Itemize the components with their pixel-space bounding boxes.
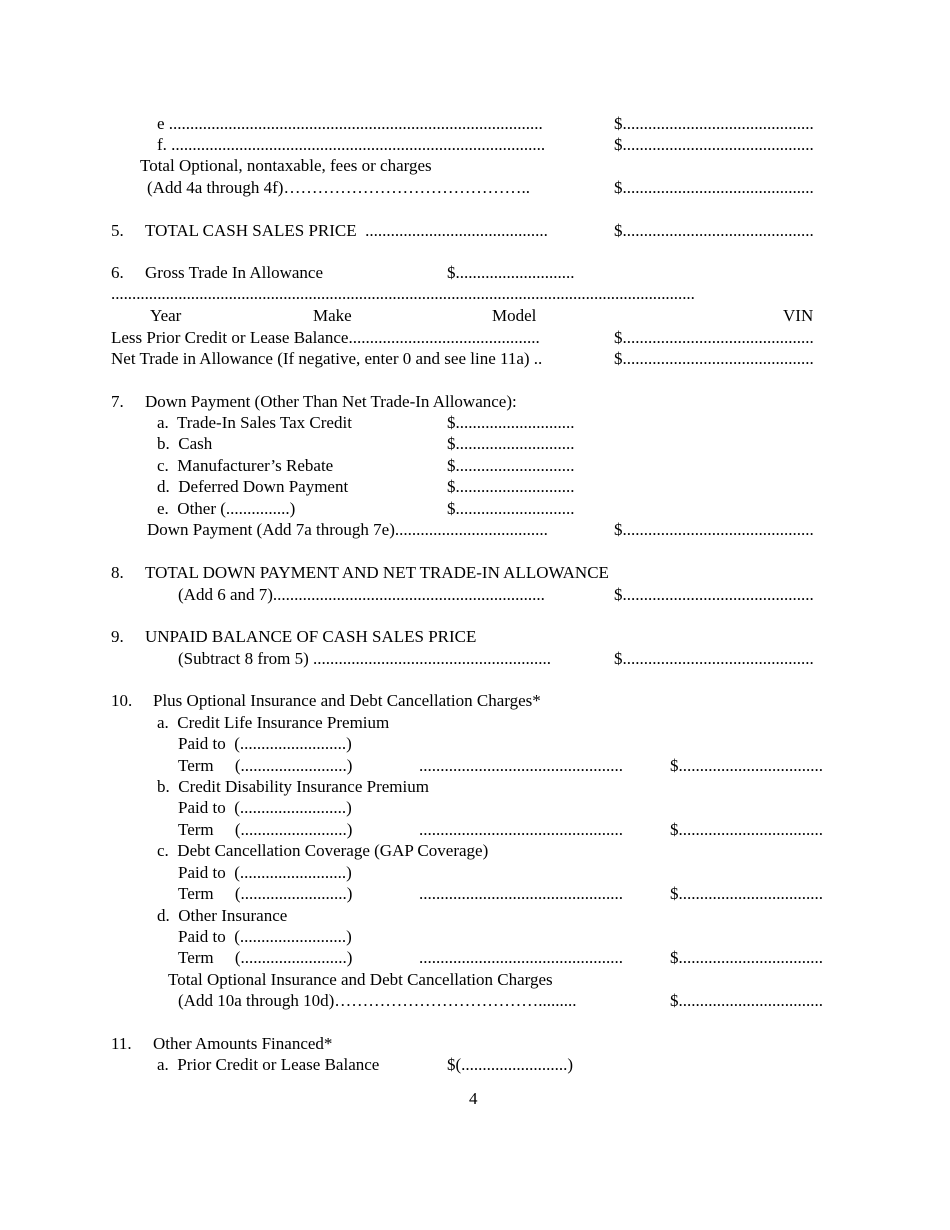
line-10-total-label: Total Optional Insurance and Debt Cancellation Charges: [168, 970, 553, 989]
line-7-number: 7.: [111, 392, 124, 411]
vehicle-year-header: Year: [150, 306, 182, 325]
line-6-net-amount-field[interactable]: $.............................................: [614, 349, 814, 368]
line-10-number: 10.: [111, 691, 133, 710]
line-10a-dots: ................................................: [419, 756, 623, 775]
line-11a-label: a. Prior Credit or Lease Balance: [157, 1055, 380, 1074]
line-9-amount-field[interactable]: $.............................................: [614, 649, 814, 668]
line-4e-amount-field[interactable]: $.............................................: [614, 114, 814, 133]
line-7d-amount-field[interactable]: $............................: [447, 477, 575, 496]
line-10c-dots: ................................................: [419, 884, 623, 903]
line-9-number: 9.: [111, 627, 124, 646]
line-8-sub: (Add 6 and 7)................................................................: [178, 585, 545, 604]
line-5-amount-field[interactable]: $.............................................: [614, 221, 814, 240]
line-7e-label[interactable]: e. Other (...............): [157, 499, 296, 518]
line-8-number: 8.: [111, 563, 124, 582]
line-6-divider: ...........................................................................................................................................: [111, 284, 695, 303]
line-6-number: 6.: [111, 263, 124, 282]
line-7d-label: d. Deferred Down Payment: [157, 477, 349, 496]
line-10d-paid-to-field[interactable]: Paid to (.........................): [178, 927, 352, 946]
line-7e-amount-field[interactable]: $............................: [447, 499, 575, 518]
line-7c-label: c. Manufacturer’s Rebate: [157, 456, 334, 475]
line-9-sub: (Subtract 8 from 5) ........................................................: [178, 649, 552, 668]
line-11-number: 11.: [111, 1034, 132, 1053]
line-11a-amount-field[interactable]: $(.........................): [447, 1055, 574, 1074]
line-4-total-label: Total Optional, nontaxable, fees or charges: [140, 156, 432, 175]
line-10b-amount-field[interactable]: $..................................: [670, 820, 823, 839]
line-4f-label: f. ........................................................................................: [157, 135, 546, 154]
line-10c-paid-to-field[interactable]: Paid to (.........................): [178, 863, 352, 882]
line-4f-amount-field[interactable]: $.............................................: [614, 135, 814, 154]
vehicle-model-header: Model: [492, 306, 537, 325]
line-6-prior-label: Less Prior Credit or Lease Balance.............................................: [111, 328, 540, 347]
line-10a-term-field[interactable]: Term (.........................): [178, 756, 353, 775]
line-9-label: UNPAID BALANCE OF CASH SALES PRICE: [145, 627, 477, 646]
line-8-amount-field[interactable]: $.............................................: [614, 585, 814, 604]
line-10a-amount-field[interactable]: $..................................: [670, 756, 823, 775]
line-7b-label: b. Cash: [157, 434, 213, 453]
line-6-label: Gross Trade In Allowance: [145, 263, 324, 282]
line-8-label: TOTAL DOWN PAYMENT AND NET TRADE-IN ALLOWANCE: [145, 563, 609, 582]
line-4e-label: e ........................................................................................: [157, 114, 543, 133]
line-7-label: Down Payment (Other Than Net Trade-In Allowance):: [145, 392, 517, 411]
line-10c-label: c. Debt Cancellation Coverage (GAP Coverage): [157, 841, 489, 860]
line-10d-amount-field[interactable]: $..................................: [670, 948, 823, 967]
line-5-number: 5.: [111, 221, 124, 240]
line-6-prior-amount-field[interactable]: $.............................................: [614, 328, 814, 347]
line-10-total-sub: (Add 10a through 10d)……………………………….........: [178, 991, 577, 1010]
line-10d-label: d. Other Insurance: [157, 906, 288, 925]
line-10a-label: a. Credit Life Insurance Premium: [157, 713, 390, 732]
line-10c-term-field[interactable]: Term (.........................): [178, 884, 353, 903]
line-10-total-amount-field[interactable]: $..................................: [670, 991, 823, 1010]
line-5-label: TOTAL CASH SALES PRICE ...........................................: [145, 221, 548, 240]
line-7b-amount-field[interactable]: $............................: [447, 434, 575, 453]
line-10a-paid-to-field[interactable]: Paid to (.........................): [178, 734, 352, 753]
page-number: 4: [469, 1089, 478, 1108]
line-10b-dots: ................................................: [419, 820, 623, 839]
line-10b-term-field[interactable]: Term (.........................): [178, 820, 353, 839]
line-10c-amount-field[interactable]: $..................................: [670, 884, 823, 903]
line-10d-dots: ................................................: [419, 948, 623, 967]
line-4-total-sub: (Add 4a through 4f)……………………………………..: [147, 178, 530, 197]
line-7a-label: a. Trade-In Sales Tax Credit: [157, 413, 352, 432]
line-10b-label: b. Credit Disability Insurance Premium: [157, 777, 429, 796]
line-6-net-label: Net Trade in Allowance (If negative, enter 0 and see line 11a) ..: [111, 349, 543, 368]
line-7-total-label: Down Payment (Add 7a through 7e)....................................: [147, 520, 548, 539]
line-10d-term-field[interactable]: Term (.........................): [178, 948, 353, 967]
line-7c-amount-field[interactable]: $............................: [447, 456, 575, 475]
line-6-amount-field[interactable]: $............................: [447, 263, 575, 282]
vehicle-vin-header: VIN: [783, 306, 814, 325]
vehicle-make-header: Make: [313, 306, 352, 325]
line-7a-amount-field[interactable]: $............................: [447, 413, 575, 432]
line-4-total-amount-field[interactable]: $.............................................: [614, 178, 814, 197]
line-10b-paid-to-field[interactable]: Paid to (.........................): [178, 798, 352, 817]
line-11-label: Other Amounts Financed*: [153, 1034, 333, 1053]
line-10-label: Plus Optional Insurance and Debt Cancellation Charges*: [153, 691, 541, 710]
line-7-total-amount-field[interactable]: $.............................................: [614, 520, 814, 539]
